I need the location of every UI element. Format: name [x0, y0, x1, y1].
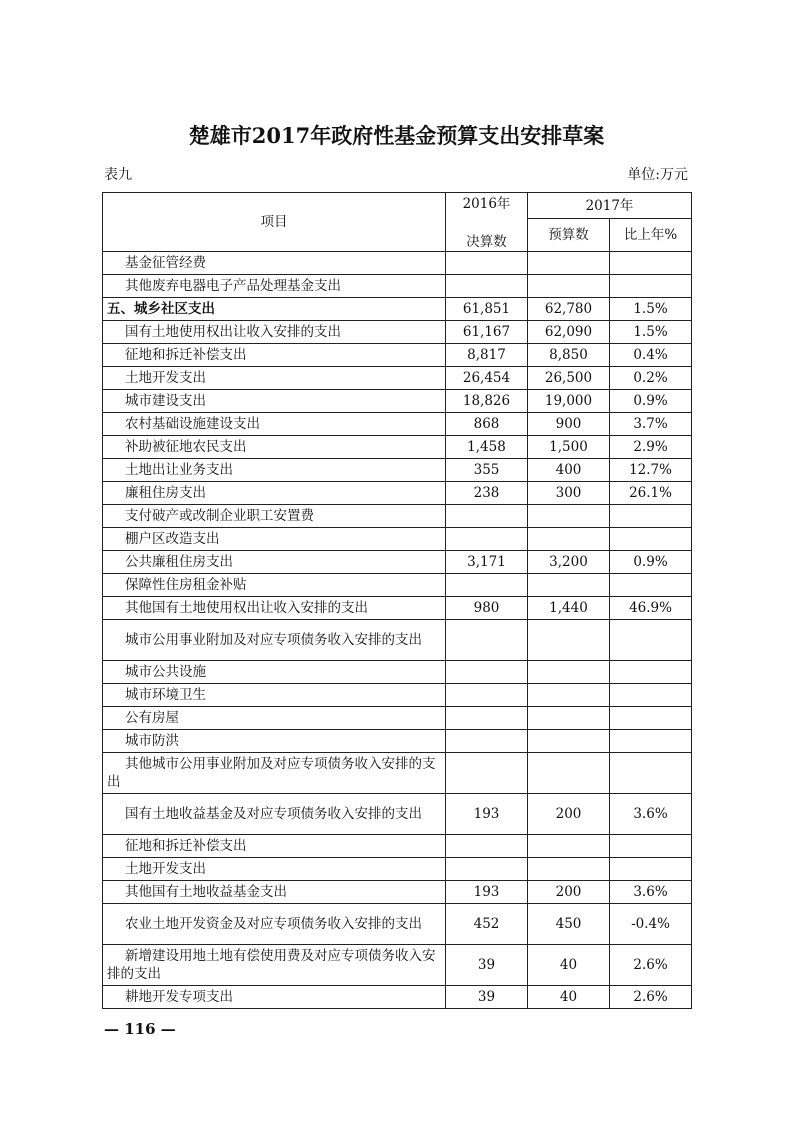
row-2016-final — [446, 707, 528, 730]
table-row — [103, 275, 692, 298]
row-2017-budget: 8,850 — [528, 344, 610, 367]
row-item: 城市建设支出 — [103, 390, 446, 413]
row-ratio: 1.5% — [610, 321, 692, 344]
row-2017-budget — [528, 858, 610, 881]
row-2017-budget: 450 — [528, 904, 610, 945]
row-item: 城市公共设施 — [103, 661, 446, 684]
row-ratio: 3.6% — [610, 881, 692, 904]
table-row — [103, 321, 692, 344]
table-row — [103, 881, 692, 904]
table-row — [103, 858, 692, 881]
row-item: 土地开发支出 — [103, 367, 446, 390]
row-ratio: 3.6% — [610, 794, 692, 835]
row-ratio: 1.5% — [610, 298, 692, 321]
row-item: 农业土地开发资金及对应专项债务收入安排的支出 — [103, 904, 446, 945]
row-2017-budget: 19,000 — [528, 390, 610, 413]
page-title: 楚雄市2017年政府性基金预算支出安排草案 — [188, 123, 605, 148]
row-item: 基金征管经费 — [103, 252, 446, 275]
table-row — [103, 390, 692, 413]
row-ratio: 0.9% — [610, 390, 692, 413]
row-item: 补助被征地农民支出 — [103, 436, 446, 459]
row-2016-final: 39 — [446, 945, 528, 986]
header-item: 项目 — [103, 193, 446, 252]
table-row — [103, 459, 692, 482]
row-item: 征地和拆迁补偿支出 — [103, 835, 446, 858]
row-2016-final — [446, 528, 528, 551]
row-2016-final: 3,171 — [446, 551, 528, 574]
row-2016-final — [446, 858, 528, 881]
row-item: 土地开发支出 — [103, 858, 446, 881]
table-row — [103, 344, 692, 367]
table-row — [103, 574, 692, 597]
row-item: 城市环境卫生 — [103, 684, 446, 707]
row-2016-final — [446, 753, 528, 794]
row-ratio: 12.7% — [610, 459, 692, 482]
row-2016-final: 452 — [446, 904, 528, 945]
row-ratio: 3.7% — [610, 413, 692, 436]
row-2017-budget: 200 — [528, 794, 610, 835]
row-2016-final — [446, 730, 528, 753]
row-item: 征地和拆迁补偿支出 — [103, 344, 446, 367]
unit-label: 单位:万元 — [627, 167, 688, 183]
row-2016-final: 61,851 — [446, 298, 528, 321]
table-row — [103, 367, 692, 390]
row-2017-budget — [528, 730, 610, 753]
row-2016-final — [446, 252, 528, 275]
row-item: 国有土地收益基金及对应专项债务收入安排的支出 — [103, 794, 446, 835]
row-ratio — [610, 505, 692, 528]
row-ratio — [610, 620, 692, 661]
row-item: 棚户区改造支出 — [103, 528, 446, 551]
row-2016-final — [446, 275, 528, 298]
row-2017-budget: 200 — [528, 881, 610, 904]
row-2017-budget — [528, 252, 610, 275]
row-2016-final: 8,817 — [446, 344, 528, 367]
row-ratio: 0.2% — [610, 367, 692, 390]
row-2017-budget: 1,500 — [528, 436, 610, 459]
row-item: 公共廉租住房支出 — [103, 551, 446, 574]
row-2016-final: 193 — [446, 881, 528, 904]
row-item: 其他国有土地收益基金支出 — [103, 881, 446, 904]
page-number: — 116 — — [104, 1020, 176, 1038]
header-budget: 预算数 — [528, 219, 610, 252]
row-ratio — [610, 252, 692, 275]
row-ratio: 2.6% — [610, 986, 692, 1009]
row-2017-budget — [528, 684, 610, 707]
row-2016-final: 355 — [446, 459, 528, 482]
row-ratio: 2.9% — [610, 436, 692, 459]
row-2017-budget — [528, 707, 610, 730]
row-2017-budget: 62,090 — [528, 321, 610, 344]
row-2016-final: 980 — [446, 597, 528, 620]
row-2017-budget — [528, 620, 610, 661]
row-2016-final: 238 — [446, 482, 528, 505]
table-row — [103, 252, 692, 275]
table-row — [103, 835, 692, 858]
row-2017-budget: 1,440 — [528, 597, 610, 620]
table-row — [103, 661, 692, 684]
row-ratio — [610, 275, 692, 298]
table-row — [103, 730, 692, 753]
row-2017-budget: 40 — [528, 986, 610, 1009]
header-2016-year: 2016年 — [462, 196, 511, 212]
row-2016-final — [446, 835, 528, 858]
row-ratio — [610, 753, 692, 794]
row-item: 国有土地使用权出让收入安排的支出 — [103, 321, 446, 344]
row-item: 其他废弃电器电子产品处理基金支出 — [103, 275, 446, 298]
table-row — [103, 945, 692, 986]
row-ratio — [610, 835, 692, 858]
table-row — [103, 528, 692, 551]
table-row — [103, 684, 692, 707]
row-ratio: 0.4% — [610, 344, 692, 367]
row-ratio — [610, 707, 692, 730]
table-row — [103, 597, 692, 620]
table-number: 表九 — [104, 167, 132, 183]
row-2016-final — [446, 661, 528, 684]
row-item: 城市公用事业附加及对应专项债务收入安排的支出 — [103, 620, 446, 661]
row-2016-final — [446, 574, 528, 597]
row-2016-final: 61,167 — [446, 321, 528, 344]
table-row — [103, 505, 692, 528]
row-2017-budget — [528, 661, 610, 684]
row-2016-final — [446, 620, 528, 661]
row-ratio — [610, 528, 692, 551]
table-row — [103, 298, 692, 321]
header-2016-final: 决算数 — [466, 234, 507, 250]
row-item: 支付破产或改制企业职工安置费 — [103, 505, 446, 528]
table-row — [103, 413, 692, 436]
row-ratio — [610, 574, 692, 597]
row-2017-budget — [528, 574, 610, 597]
row-2016-final: 39 — [446, 986, 528, 1009]
row-ratio: 0.9% — [610, 551, 692, 574]
row-2017-budget: 400 — [528, 459, 610, 482]
header-ratio: 比上年% — [610, 219, 692, 252]
row-2016-final: 868 — [446, 413, 528, 436]
row-item: 土地出让业务支出 — [103, 459, 446, 482]
row-2017-budget — [528, 505, 610, 528]
row-ratio — [610, 684, 692, 707]
row-item: 公有房屋 — [103, 707, 446, 730]
table-row — [103, 482, 692, 505]
row-2017-budget: 62,780 — [528, 298, 610, 321]
row-2016-final — [446, 505, 528, 528]
row-2016-final: 18,826 — [446, 390, 528, 413]
row-ratio: 26.1% — [610, 482, 692, 505]
row-item: 其他城市公用事业附加及对应专项债务收入安排的支出 — [103, 753, 446, 794]
row-2016-final: 193 — [446, 794, 528, 835]
row-2017-budget: 300 — [528, 482, 610, 505]
header-2017: 2017年 — [528, 193, 692, 219]
row-2017-budget — [528, 835, 610, 858]
row-item: 其他国有土地使用权出让收入安排的支出 — [103, 597, 446, 620]
row-2017-budget: 3,200 — [528, 551, 610, 574]
row-2016-final — [446, 684, 528, 707]
row-2016-final: 26,454 — [446, 367, 528, 390]
row-2017-budget: 26,500 — [528, 367, 610, 390]
table-row — [103, 753, 692, 794]
row-ratio: 2.6% — [610, 945, 692, 986]
row-2017-budget — [528, 753, 610, 794]
table-row — [103, 620, 692, 661]
table-row — [103, 904, 692, 945]
row-2017-budget: 40 — [528, 945, 610, 986]
header-2016 — [446, 193, 528, 252]
row-2017-budget — [528, 275, 610, 298]
row-2017-budget: 900 — [528, 413, 610, 436]
row-ratio: -0.4% — [610, 904, 692, 945]
row-ratio — [610, 858, 692, 881]
table-row — [103, 707, 692, 730]
row-item: 城市防洪 — [103, 730, 446, 753]
row-item: 耕地开发专项支出 — [103, 986, 446, 1009]
row-item: 新增建设用地土地有偿使用费及对应专项债务收入安排的支出 — [103, 945, 446, 986]
row-item: 五、城乡社区支出 — [103, 298, 446, 321]
row-item: 保障性住房租金补贴 — [103, 574, 446, 597]
table-row — [103, 436, 692, 459]
row-ratio: 46.9% — [610, 597, 692, 620]
row-ratio — [610, 661, 692, 684]
row-ratio — [610, 730, 692, 753]
row-item: 农村基础设施建设支出 — [103, 413, 446, 436]
budget-table — [102, 192, 692, 1009]
table-row — [103, 986, 692, 1009]
row-2017-budget — [528, 528, 610, 551]
table-row — [103, 794, 692, 835]
row-2016-final: 1,458 — [446, 436, 528, 459]
table-row — [103, 551, 692, 574]
row-item: 廉租住房支出 — [103, 482, 446, 505]
